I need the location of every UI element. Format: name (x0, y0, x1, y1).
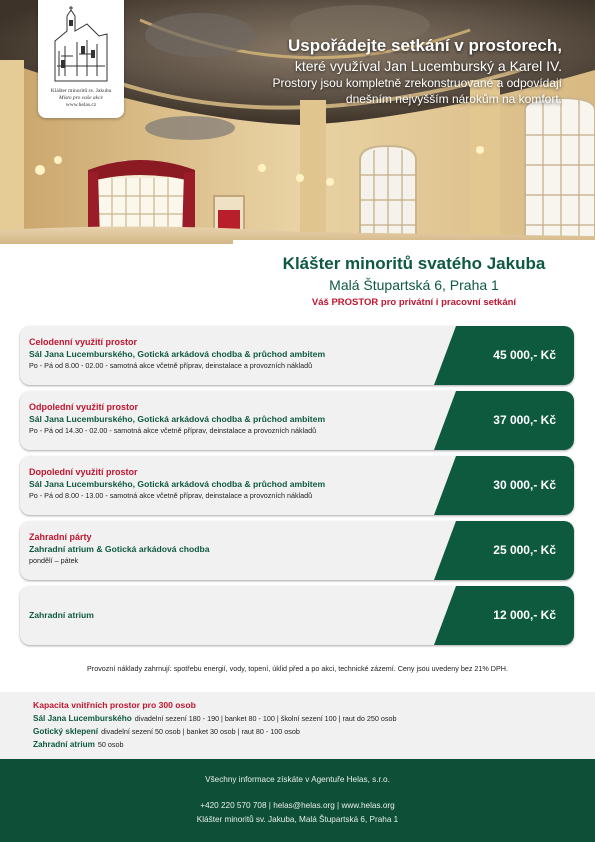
offer-price: 12 000,- Kč (493, 608, 556, 622)
capacity-detail: divadelní sezení 50 osob | banket 30 osob | raut 80 - 100 osob (101, 727, 300, 736)
offer-price: 25 000,- Kč (493, 543, 556, 557)
headline-line-2: které využíval Jan Lucemburský a Karel IV. (294, 58, 562, 74)
offer-hours: Po - Pá od 14.30 - 02.00 - samotná akce včetně příprav, deinstalace a provozních nákladů (29, 426, 317, 435)
capacity-title: Kapacita vnitřních prostor pro 300 osob (33, 700, 196, 710)
contact-footer (0, 759, 595, 842)
offer-category: Odpolední využití prostor (29, 402, 139, 412)
offer-price-tag (434, 521, 574, 580)
operating-costs-note: Provozní náklady zahrnují: spotřebu energií, vody, topení, úklid před a po akci, technické zázemí. Ceny jsou uvedeny bez 21% DPH. (87, 664, 508, 673)
offer-row-garden-party (20, 521, 574, 580)
hero-photo (0, 0, 595, 244)
footer-agency-line: Všechny informace získáte v Agentuře Helas, s.r.o. (205, 775, 390, 784)
offer-venue: Sál Jana Lucemburského, Gotická arkádová chodba & průchod ambitem (29, 479, 326, 489)
capacity-room: Gotický sklepení (33, 727, 99, 736)
offer-venue: Zahradní atrium & Gotická arkádová chodba (29, 544, 210, 554)
footer-contact-line[interactable]: +420 220 570 708 | helas@helas.org | www.helas.org (200, 801, 395, 810)
logo-text-1: Klášter minoritů sv. Jakuba (50, 88, 112, 94)
offer-price: 45 000,- Kč (493, 348, 556, 362)
offer-price-tag (434, 456, 574, 515)
capacity-item (33, 740, 123, 749)
offer-category: Zahradní párty (29, 532, 92, 542)
footer-address-line: Klášter minoritů sv. Jakuba, Malá Štupartská 6, Praha 1 (196, 815, 399, 824)
capacity-detail: 50 osob (97, 740, 124, 749)
capacity-item (33, 714, 396, 723)
capacity-room: Zahradní atrium (33, 740, 95, 749)
offer-price-tag (434, 391, 574, 450)
venue-address: Malá Štupartská 6, Praha 1 (329, 277, 499, 293)
capacity-detail: divadelní sezení 180 - 190 | banket 80 - 100 | školní sezení 100 | raut do 250 osob (134, 714, 397, 723)
offer-venue: Sál Jana Lucemburského, Gotická arkádová chodba & průchod ambitem (29, 349, 326, 359)
offer-price-tag (434, 586, 574, 645)
headline-line-3: Prostory jsou kompletně zrekonstruované a odpovídají (272, 76, 562, 90)
offer-price: 30 000,- Kč (493, 478, 556, 492)
offer-hours: Po - Pá od 8.00 - 13.00 - samotná akce včetně příprav, deinstalace a provozních nákladů (29, 491, 313, 500)
hero-headline (273, 35, 563, 107)
logo-text-2: Místo pro vaše akce (59, 95, 103, 101)
offer-row-morning (20, 456, 574, 515)
offer-category: Dopolední využití prostor (29, 467, 138, 477)
venue-tagline: Váš PROSTOR pro privátní i pracovní setkání (311, 297, 517, 308)
offer-hours: Po - Pá od 8.00 - 02.00 - samotná akce včetně příprav, deinstalace a provozních nákladů (29, 361, 313, 370)
offer-category: Celodenní využití prostor (29, 337, 138, 347)
offer-row-full-day (20, 326, 574, 385)
capacity-section (0, 692, 595, 759)
headline-line-1: Uspořádejte setkání v prostorech, (288, 36, 562, 55)
capacity-room: Sál Jana Lucemburského (33, 714, 132, 723)
offer-hours: pondělí – pátek (29, 556, 79, 565)
offer-venue: Zahradní atrium (29, 610, 94, 620)
offer-price-tag (434, 326, 574, 385)
offer-price: 37 000,- Kč (493, 413, 556, 427)
monastery-sketch-icon (47, 6, 115, 84)
logo-text-3: www.helas.cz (65, 102, 97, 108)
venue-title-box (233, 240, 595, 314)
capacity-item (33, 727, 300, 736)
offer-venue: Sál Jana Lucemburského, Gotická arkádová chodba & průchod ambitem (29, 414, 326, 424)
headline-line-4: dnešním nejvyšším nárokům na komfort. (345, 92, 562, 106)
offer-row-garden-atrium (20, 586, 574, 645)
monastery-logo (38, 0, 124, 118)
venue-name: Klášter minoritů svatého Jakuba (282, 254, 546, 273)
offer-row-afternoon (20, 391, 574, 450)
